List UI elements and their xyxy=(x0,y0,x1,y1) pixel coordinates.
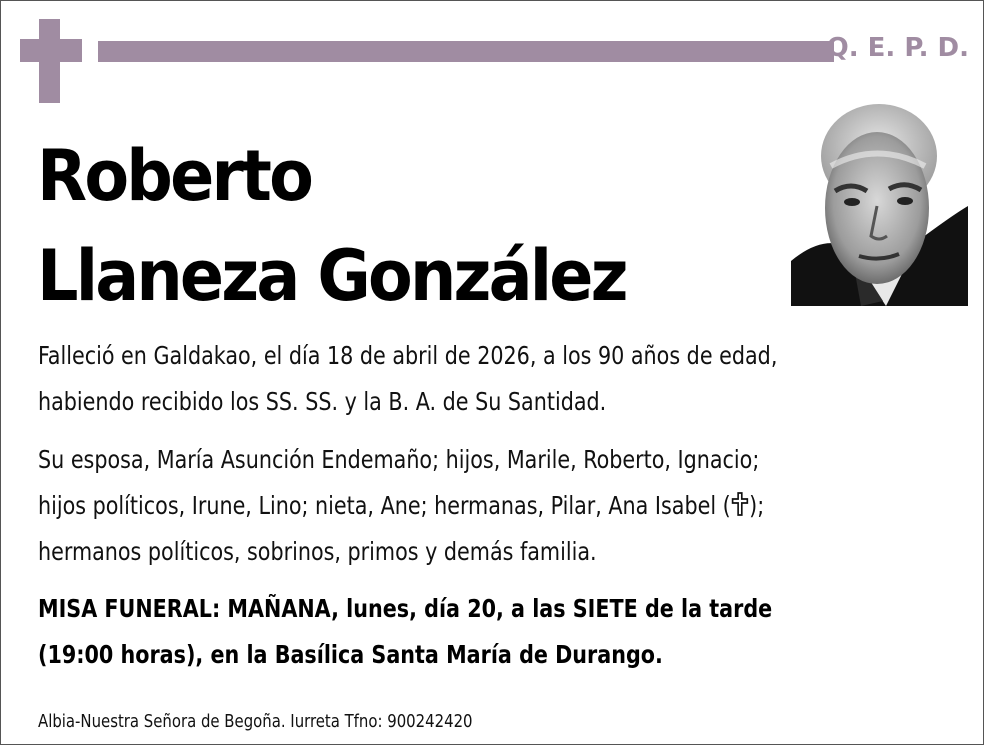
death-line: habiendo recibido los SS. SS. y la B. A. de Su Santidad. xyxy=(38,387,607,416)
death-paragraph xyxy=(38,333,777,425)
family-line-text: hijos políticos, Irune, Lino; nieta, Ane; hermanas, Pilar, Ana Isabel ( xyxy=(38,491,731,520)
funeral-home-footer: Albia-Nuestra Señora de Begoña. Iurreta Tfno: 900242420 xyxy=(38,711,473,732)
deceased-name xyxy=(37,126,626,326)
family-line: Su esposa, María Asunción Endemaño; hijos, Marile, Roberto, Ignacio; xyxy=(38,445,760,474)
cross-icon-bar xyxy=(20,39,82,62)
header-rule xyxy=(98,41,834,62)
funeral-mass-paragraph xyxy=(38,586,772,678)
portrait-photo-icon xyxy=(791,96,968,306)
family-line-text: ); xyxy=(749,491,765,520)
portrait-photo xyxy=(791,96,968,306)
family-paragraph xyxy=(38,437,764,575)
first-name: Roberto xyxy=(37,135,312,217)
surnames: Llaneza González xyxy=(37,235,626,317)
mass-line: (19:00 horas), en la Basílica Santa María de Durango. xyxy=(38,640,663,669)
small-cross-icon xyxy=(731,492,749,516)
family-line: hermanos políticos, sobrinos, primos y demás familia. xyxy=(38,537,597,566)
mass-line: MISA FUNERAL: MAÑANA, lunes, día 20, a las SIETE de la tarde xyxy=(38,594,773,623)
family-line xyxy=(38,483,764,529)
qepd-label: Q. E. P. D. xyxy=(826,33,969,63)
death-line: Falleció en Galdakao, el día 18 de abril de 2026, a los 90 años de edad, xyxy=(38,341,778,370)
